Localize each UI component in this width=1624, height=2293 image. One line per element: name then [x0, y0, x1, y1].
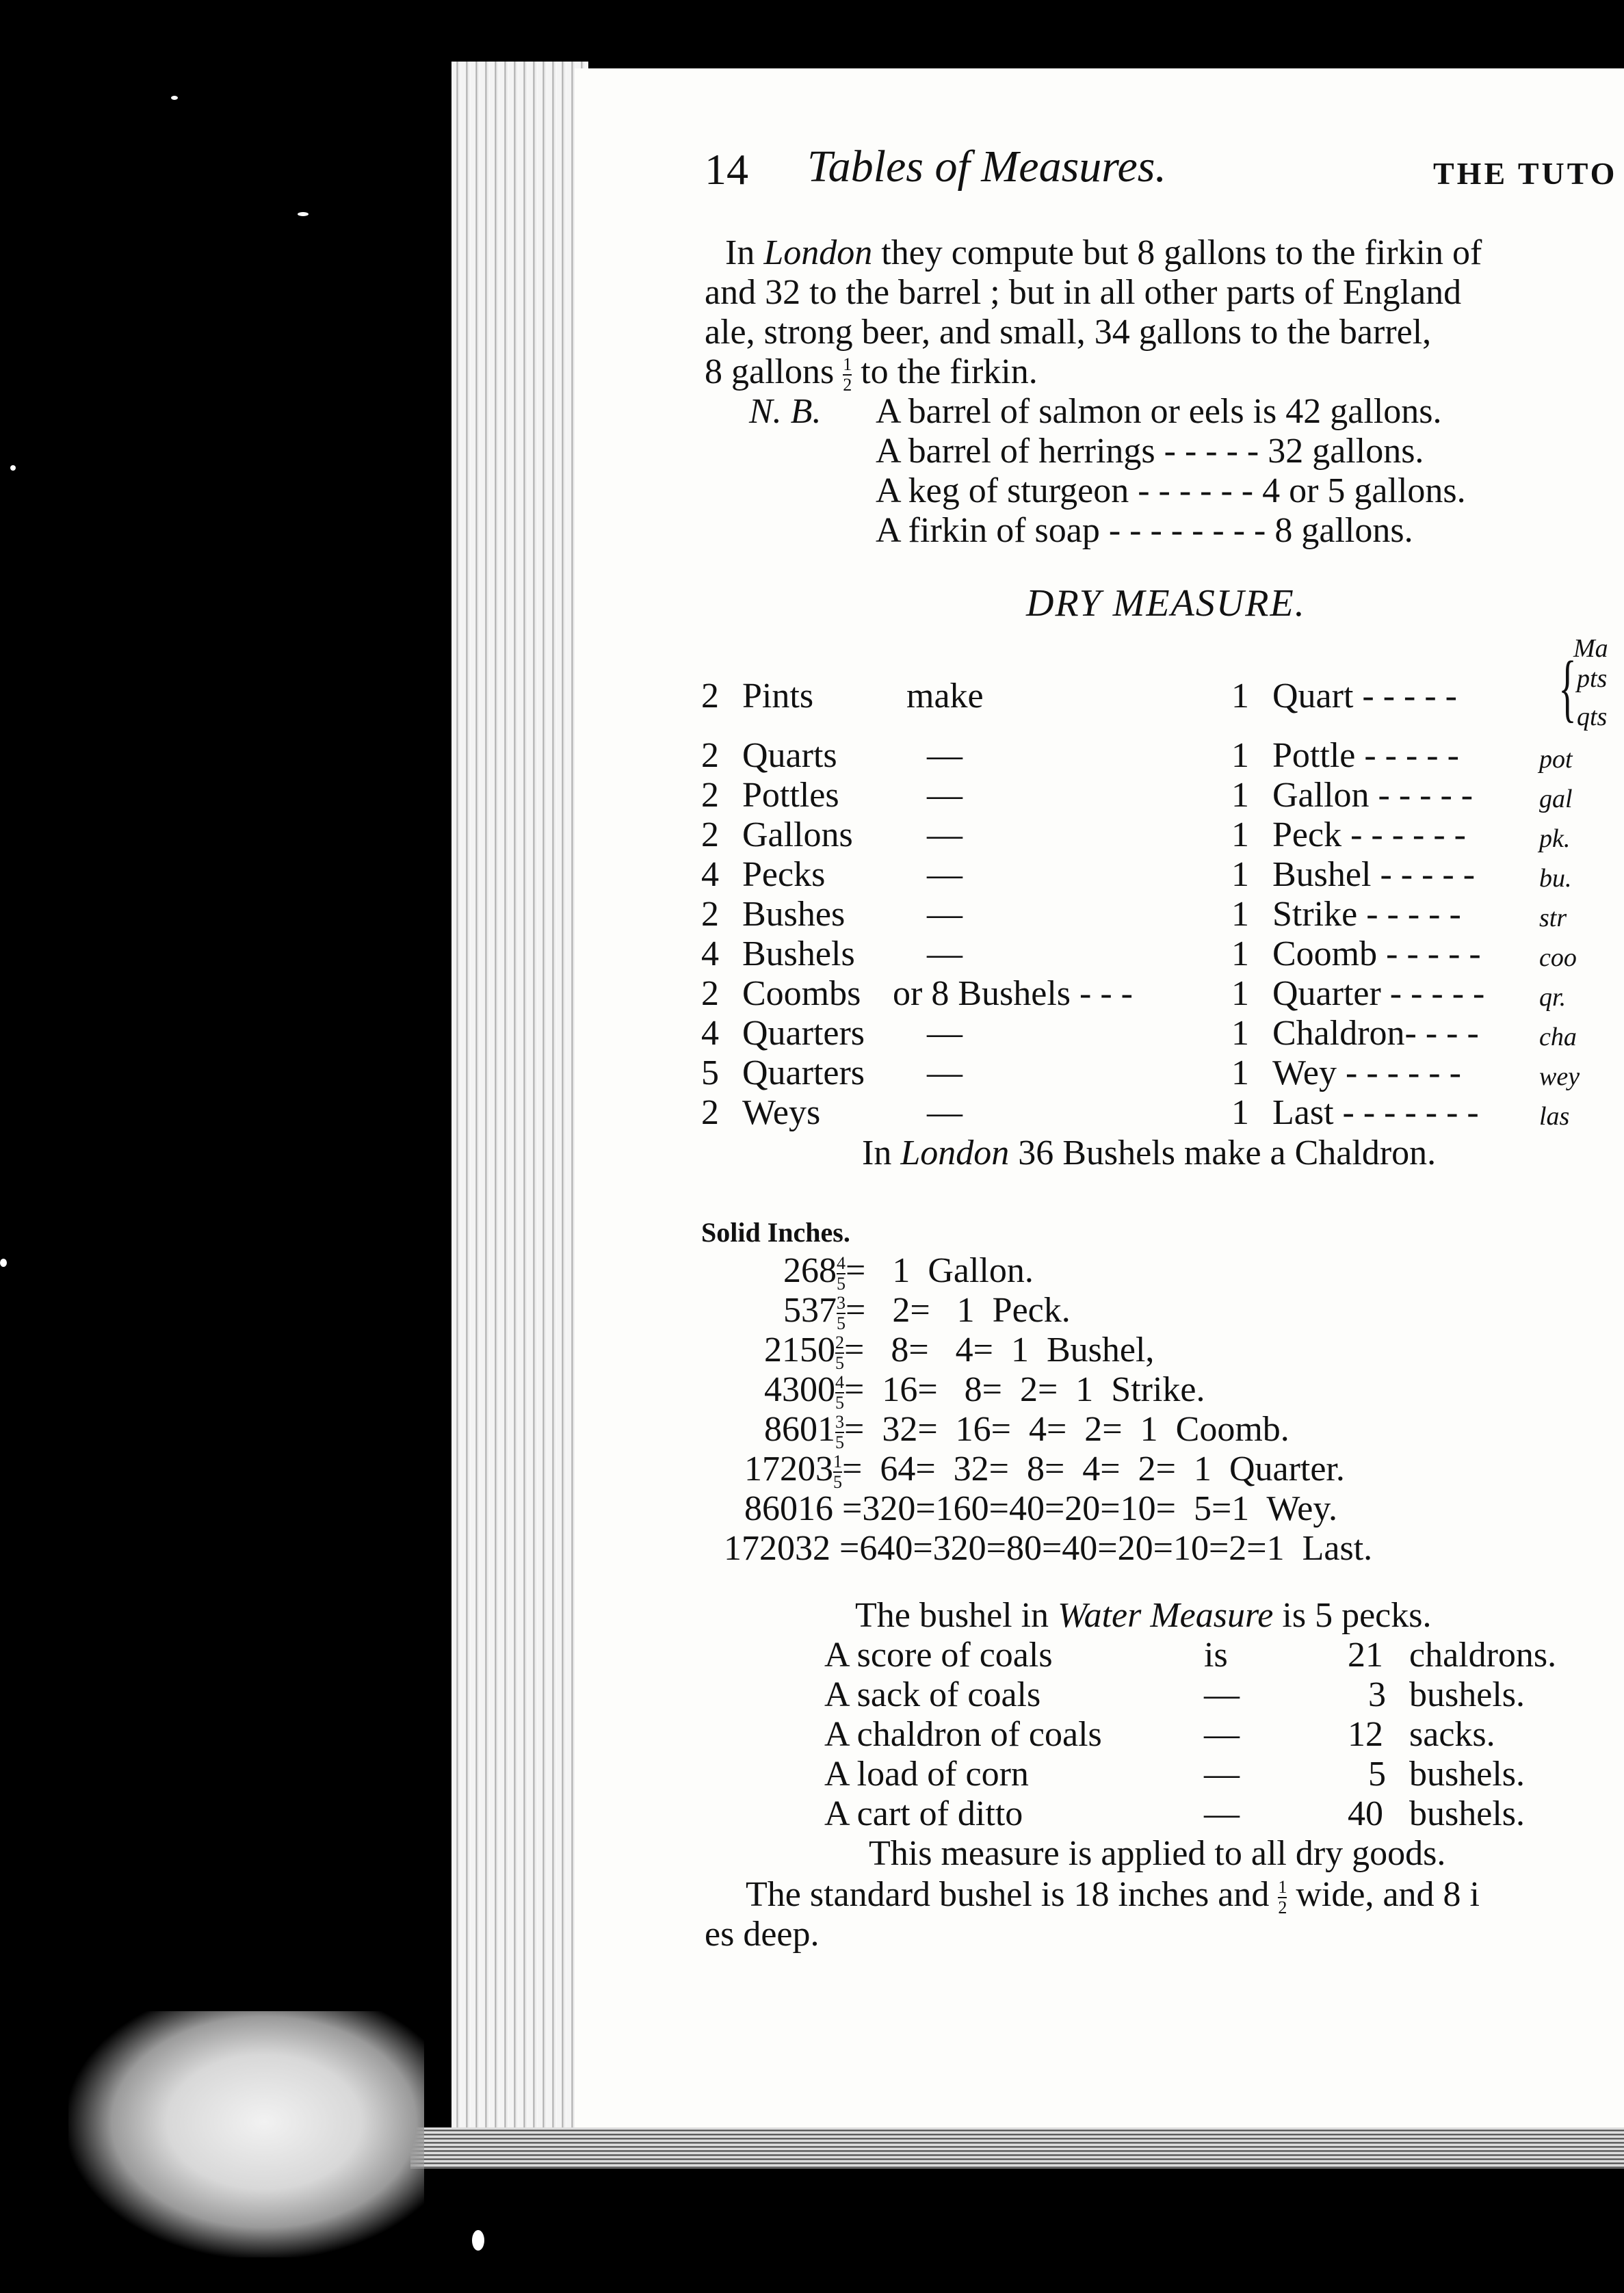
- table-row: 8601 $\frac{3}{5}$ = 32= 16= 4= 2= 1 Coomb.: [764, 1410, 1289, 1453]
- book-bottom-edge: [410, 2127, 1624, 2168]
- nb-line: A barrel of herrings - - - - - 32 gallons.: [876, 432, 1424, 471]
- section-title-dry-measure: DRY MEASURE.: [1026, 582, 1306, 625]
- dust-speck: [298, 212, 309, 216]
- intro-line-4: 8 gallons $\frac{1}{2}$ to the firkin.: [705, 352, 1038, 395]
- standard-bushel-line-1: The standard bushel is 18 inches and $\frac{1}{2}$ wide, and 8 i: [746, 1875, 1480, 1918]
- page-number: 14: [705, 145, 748, 194]
- table-row: 17203 $\frac{1}{5}$ = 64= 32= 8= 4= 2= 1 Quarter.: [744, 1450, 1345, 1493]
- nb-line: A keg of sturgeon - - - - - - 4 or 5 gallons.: [876, 471, 1466, 510]
- intro-line-3: ale, strong beer, and small, 34 gallons to the barrel,: [705, 313, 1432, 352]
- nb-line: A firkin of soap - - - - - - - - 8 gallons.: [876, 511, 1413, 550]
- running-title-right: THE TUTO: [1433, 156, 1618, 191]
- book-page: 14 Tables of Measures. THE TUTO In London they compute but 8 gallons to the firkin of and 32 to the barrel ; but in all other parts of England ale, strong beer, and small, 34 gallons to the barrel, 8 gallons $\frac{1}{2}$ to the firkin. N. B. A barrel of salmon or eels is 42 gallons. A barrel of herrings - - - - - 32 gallons. A keg of sturgeon - - - - - - 4 or 5 gallons. A firkin of soap - - - - - - - - 8 gallons. DRY MEASURE. Ma 2 Pints make 1 Quart - - - - - { pts qts 2 Quarts — 1 Pottle - - - - - pot 2 Pottles — 1 Gallon - - - - - gal 2 Gallons — 1 Peck - - - - - - pk. 4 Pecks — 1 Bushel - - - - - bu. 2 Bushes — 1 Strike - - - - - str 4 Bushels — 1 Coomb - - - - - coo 2 Coombs or 8 Bushels - - - 1 Quarter - - - - - qr. 4 Quarters — 1 Chaldron- - - - cha 5 Quarters — 1 Wey - - - - - - wey 2 Weys — 1 Last - - - - - - - las In London 36 Bushels make a Chaldron. Solid Inches. 268 $\frac{4}{5}$ = 1 Gallon. 537 $\frac{3}{5}$ = 2= 1 Peck. 2150 $\frac{2}{5}$ = 8= 4= 1 Bushel, 4300 $\frac{4}{5}$ = 16= 8= 2= 1 Strike. 8601 $\frac{3}{5}$ = 32= 16= 4= 2= 1 Coomb. 17203 $\frac{1}{5}$ = 64= 32= 8= 4= 2= 1 Quarter. 86016 =320=160=40=20=10= 5=1 Wey. 172032 =640=320=80=40=20=10=2=1 Last. The bushel in Water Measure is 5 pecks. A score of coals is 21 chaldrons. A sack of coals — 3 bushels. A chaldron of coals — 12 sacks. A load of corn — 5 bushels. A cart of ditto — 40 bushels. This measure is applied to all dry goods. The standard bushel is 18 inches and $\frac{1}{2}$ wide, and 8 i es deep.: [575, 68, 1624, 2127]
- water-measure-line: The bushel in Water Measure is 5 pecks.: [855, 1596, 1432, 1635]
- marks-column-header: Ma: [1573, 634, 1608, 663]
- intro-line-2: and 32 to the barrel ; but in all other parts of England: [705, 273, 1462, 312]
- dust-speck: [10, 465, 16, 471]
- running-title: Tables of Measures.: [807, 142, 1166, 192]
- intro-line-1: In London they compute but 8 gallons to the firkin of: [725, 233, 1482, 272]
- applied-note: This measure is applied to all dry goods.: [869, 1834, 1446, 1873]
- dust-speck: [472, 2230, 484, 2251]
- fraction: $\frac{1}{2}$: [843, 354, 852, 395]
- table-row: 268 $\frac{4}{5}$ = 1 Gallon.: [783, 1251, 1034, 1294]
- table-row: 172032 =640=320=80=40=20=10=2=1 Last.: [724, 1529, 1373, 1568]
- table-row: 537 $\frac{3}{5}$ = 2= 1 Peck.: [783, 1291, 1071, 1334]
- book-page-edges: [451, 62, 588, 2134]
- standard-bushel-line-2: es deep.: [705, 1915, 820, 1954]
- dust-speck: [0, 1259, 7, 1267]
- abbr-mark: pts: [1577, 664, 1608, 693]
- table-row: 86016 =320=160=40=20=10= 5=1 Wey.: [744, 1489, 1337, 1528]
- table-row: 4300 $\frac{4}{5}$ = 16= 8= 2= 1 Strike.: [764, 1370, 1205, 1413]
- brace-symbol: {: [1558, 646, 1577, 729]
- london-chaldron-note: In London 36 Bushels make a Chaldron.: [862, 1134, 1437, 1172]
- nb-line: A barrel of salmon or eels is 42 gallons.: [876, 392, 1442, 431]
- solid-inches-heading: Solid Inches.: [701, 1217, 850, 1248]
- paper-damage-stain: [68, 2011, 424, 2257]
- table-row: 2150 $\frac{2}{5}$ = 8= 4= 1 Bushel,: [764, 1331, 1155, 1374]
- abbr-mark: qts: [1577, 703, 1608, 731]
- nb-label: N. B.: [749, 392, 822, 431]
- dust-speck: [171, 96, 178, 100]
